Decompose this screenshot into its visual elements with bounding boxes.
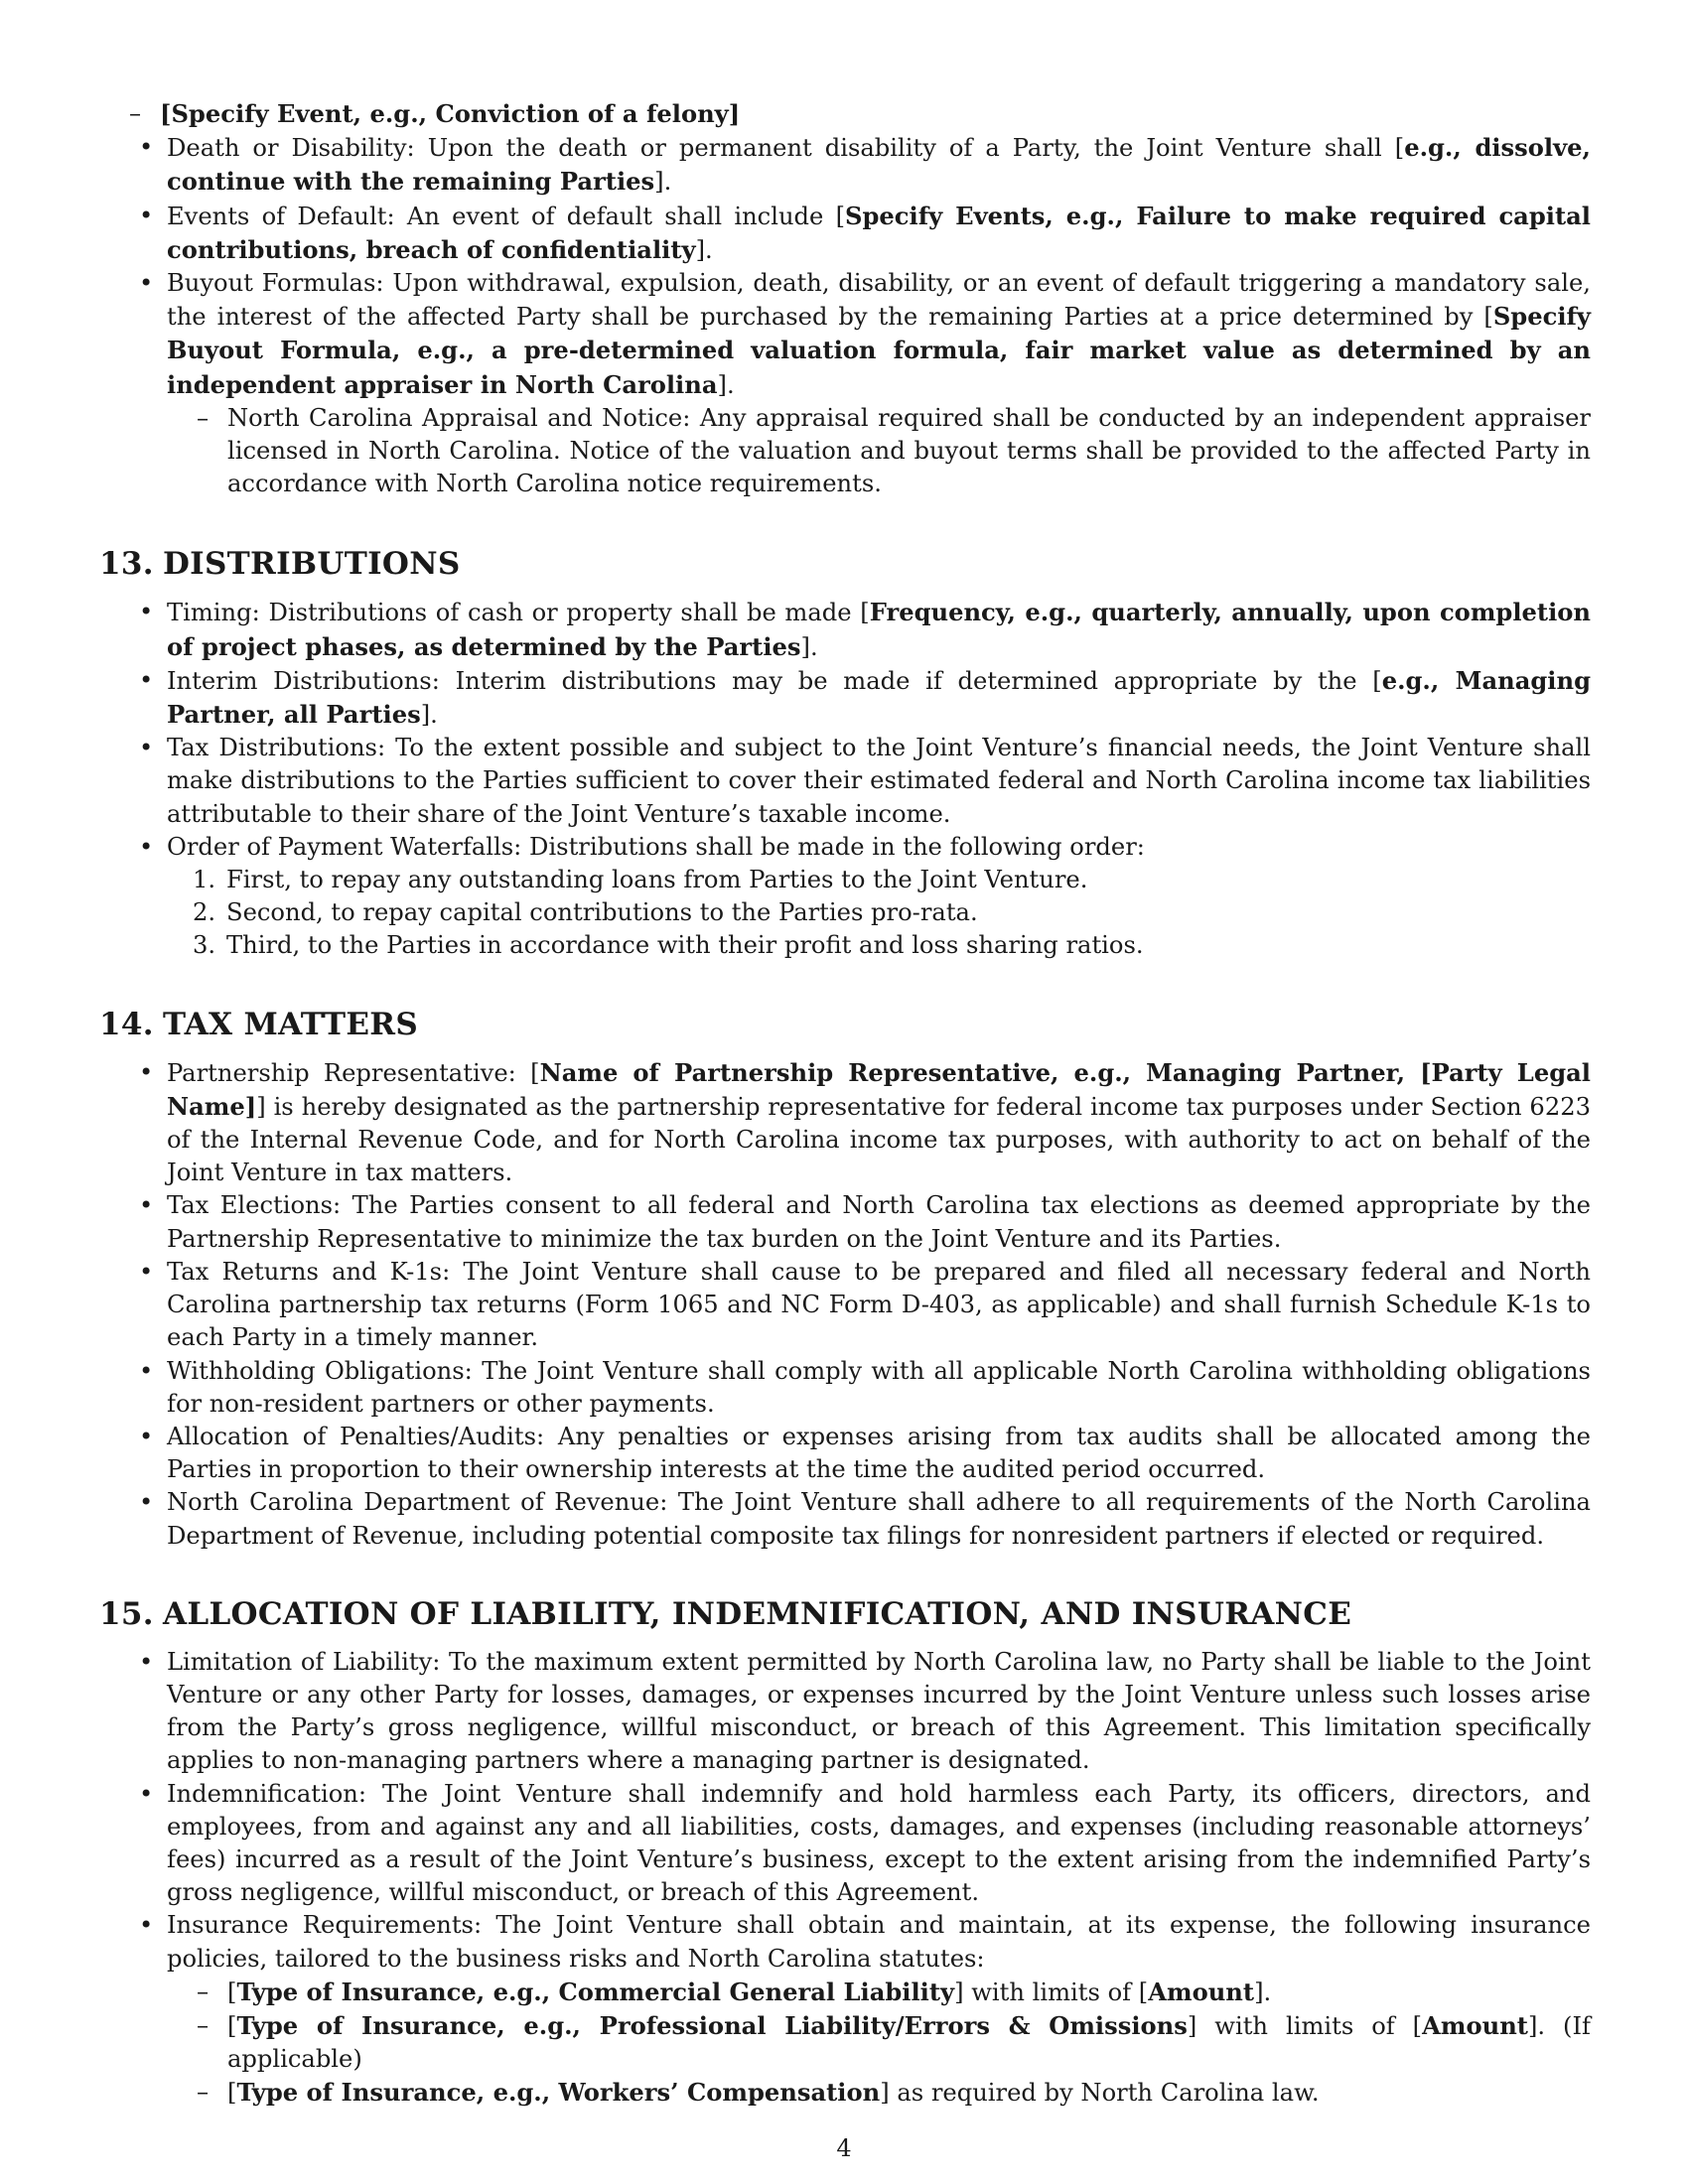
document-page xyxy=(99,97,1591,2111)
list-item: • Buyout Formulas: Upon withdrawal, expulsion, death, disability, or an event of default triggering a mandatory sale, the interest of the affected Party shall be purchased by the remaining Parties at a price determined by [Specify Buyout Formula, e.g., a pre-determined valuation formula, fair market value as determined by an independent appraiser in North Carolina]. – North Carolina Appraisal and Notice: Any appraisal required shall be conducted by an independent appraiser licensed in North Carolina. Notice of the valuation and buyout terms shall be provided to the affected Party in accordance with North Carolina notice requirements. xyxy=(99,267,1591,500)
list-item: • Tax Distributions: To the extent possible and subject to the Joint Venture’s financial needs, the Joint Venture shall make distributions to the Parties sufficient to cover their estimated federal and North Carolina income tax liabilities attributable to their share of the Joint Venture’s taxable income. xyxy=(99,732,1591,831)
list-item: – [Type of Insurance, e.g., Professional Liability/Errors & Omissions] with limits of [Amount]. (If applicable) xyxy=(167,2009,1591,2076)
list-item: – North Carolina Appraisal and Notice: Any appraisal required shall be conducted by an independent appraiser licensed in North Carolina. Notice of the valuation and buyout terms shall be provided to the affected Party in accordance with North Carolina notice requirements. xyxy=(167,402,1591,501)
section-14-list xyxy=(99,1056,1591,1553)
sub-list xyxy=(99,97,1591,131)
list-item: • Interim Distributions: Interim distributions may be made if determined appropriate by the [e.g., Managing Partner, all Parties]. xyxy=(99,664,1591,732)
list-item: – [Type of Insurance, e.g., Commercial General Liability] with limits of [Amount]. xyxy=(167,1976,1591,2009)
list-item: • Insurance Requirements: The Joint Venture shall obtain and maintain, at its expense, the following insurance policies, tailored to the business risks and North Carolina statutes: – [Type of Insurance, e.g., Commercial General Liability] with limits of [Amount]. – [Type of Insurance, e.g., Professional Liability/Errors & Omissions] with limits of [Amount]. (If applicable) – [Type of Insurance, e.g., Workers’ Compensation] as required by North Carolina law. xyxy=(99,1909,1591,2110)
list-item: • Tax Elections: The Parties consent to all federal and North Carolina tax elections as deemed appropriate by the Partnership Representative to minimize the tax burden on the Joint Venture and its Parties. xyxy=(99,1189,1591,1255)
list-item: • Tax Returns and K-1s: The Joint Venture shall cause to be prepared and filed all necessary federal and North Carolina partnership tax returns (Form 1065 and NC Form D-403, as applicable) and shall furnish Schedule K-1s to each Party in a timely manner. xyxy=(99,1256,1591,1355)
list-item: – [Specify Event, e.g., Conviction of a felony] xyxy=(99,97,1591,131)
list-item: 3. Third, to the Parties in accordance with their profit and loss sharing ratios. xyxy=(193,931,1144,960)
list-item: • Allocation of Penalties/Audits: Any penalties or expenses arising from tax audits shall be allocated among the Parties in proportion to their ownership interests at the time the audited period occurred. xyxy=(99,1421,1591,1486)
list-item: • Death or Disability: Upon the death or permanent disability of a Party, the Joint Venture shall [e.g., dissolve, continue with the remaining Parties]. xyxy=(99,131,1591,199)
section-12-list xyxy=(99,131,1591,500)
section-heading: 14. TAX MATTERS xyxy=(99,1006,419,1042)
list-item: • Order of Payment Waterfalls: Distributions shall be made in the following order: 1. First, to repay any outstanding loans from Parties to the Joint Venture. 2. Second, to repay capital contributions to the Parties pro-rata. 3. Third, to the Parties in accordance with their profit and loss sharing ratios. xyxy=(99,831,1591,963)
waterfall-list xyxy=(167,864,1591,963)
section-heading: 15. ALLOCATION OF LIABILITY, INDEMNIFICATION, AND INSURANCE xyxy=(99,1595,1352,1632)
list-item: • Events of Default: An event of default shall include [Specify Events, e.g., Failure to make required capital contributions, breach of confidentiality]. xyxy=(99,200,1591,267)
list-item: – [Type of Insurance, e.g., Workers’ Compensation] as required by North Carolina law. xyxy=(167,2076,1591,2110)
section-13-list xyxy=(99,596,1591,962)
section-heading: 13. DISTRIBUTIONS xyxy=(99,546,461,583)
page-number: 4 xyxy=(836,2134,852,2162)
list-item: • Withholding Obligations: The Joint Venture shall comply with all applicable North Carolina withholding obligations for non-resident partners or other payments. xyxy=(99,1355,1591,1421)
section-15-list xyxy=(99,1646,1591,2111)
list-item: • North Carolina Department of Revenue: The Joint Venture shall adhere to all requirements of the North Carolina Department of Revenue, including potential composite tax filings for nonresident partners if elected or required. xyxy=(99,1486,1591,1552)
list-item: • Limitation of Liability: To the maximum extent permitted by North Carolina law, no Party shall be liable to the Joint Venture or any other Party for losses, damages, or expenses incurred by the Joint Venture unless such losses arise from the Party’s gross negligence, willful misconduct, or breach of this Agreement. This limitation specifically applies to non-managing partners where a managing partner is designated. xyxy=(99,1646,1591,1778)
sub-list xyxy=(167,402,1591,501)
list-item: • Indemnification: The Joint Venture shall indemnify and hold harmless each Party, its officers, directors, and employees, from and against any and all liabilities, costs, damages, and expenses (including reasonable attorneys’ fees) incurred as a result of the Joint Venture’s business, except to the extent arising from the indemnified Party’s gross negligence, willful misconduct, or breach of this Agreement. xyxy=(99,1778,1591,1910)
list-item: • Partnership Representative: [Name of Partnership Representative, e.g., Managing Partner, [Party Legal Name]] is hereby designated as the partnership representative for federal income tax purposes under Section 6223 of the Internal Revenue Code, and for North Carolina income tax purposes, with authority to act on behalf of the Joint Venture in tax matters. xyxy=(99,1056,1591,1190)
list-item: 2. Second, to repay capital contributions to the Parties pro-rata. xyxy=(193,898,978,927)
insurance-list xyxy=(167,1976,1591,2111)
list-item: • Timing: Distributions of cash or property shall be made [Frequency, e.g., quarterly, annually, upon completion of project phases, as determined by the Parties]. xyxy=(99,596,1591,663)
list-item: 1. First, to repay any outstanding loans from Parties to the Joint Venture. xyxy=(193,866,1088,894)
